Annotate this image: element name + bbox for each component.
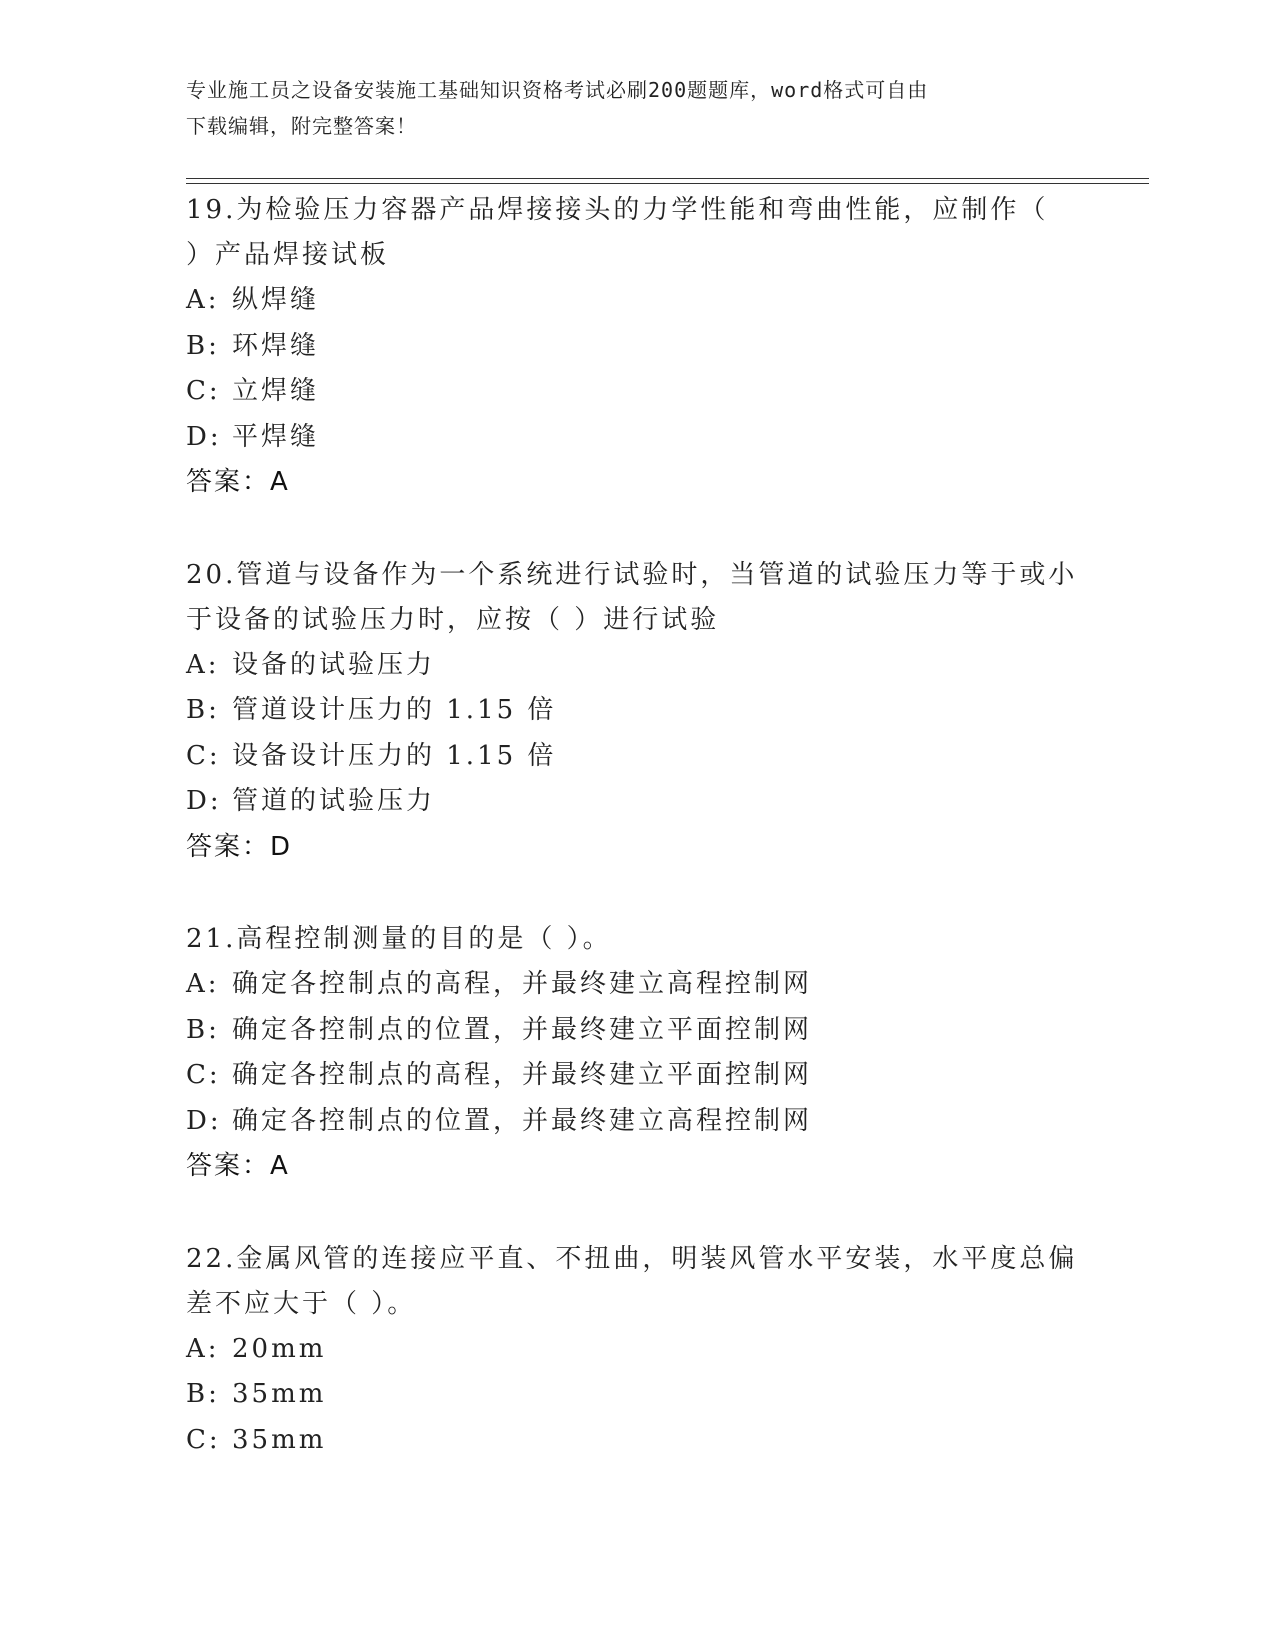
option-a [186, 643, 1086, 689]
question-20 [186, 553, 1086, 871]
option-c [186, 1418, 1086, 1464]
option-d [186, 1099, 1086, 1145]
option-a [186, 1327, 1086, 1373]
answer-line: 答案：D [186, 831, 293, 862]
option-c [186, 734, 1086, 780]
option-text: 确定各控制点的位置，并最终建立平面控制网 [232, 1014, 813, 1045]
option-c [186, 369, 1086, 415]
option-text: 设备设计压力的 1.15 倍 [232, 740, 557, 771]
option-text: 环焊缝 [232, 330, 320, 361]
option-key: A: [186, 649, 220, 680]
option-text: 35mm [232, 1424, 327, 1455]
option-key: C: [186, 740, 221, 771]
option-key: C: [186, 376, 221, 406]
question-spacer [186, 870, 1086, 917]
option-key: C: [186, 1424, 221, 1455]
option-a [186, 278, 1086, 324]
option-text: 平焊缝 [232, 421, 320, 452]
question-stem-line: 于设备的试验压力时，应按（ ）进行试验 [186, 604, 720, 635]
question-list [186, 188, 1086, 1463]
option-text: 管道的试验压力 [232, 786, 436, 816]
option-key: B: [186, 1379, 220, 1409]
option-key: B: [186, 695, 220, 725]
option-key: B: [186, 1014, 220, 1045]
question-stem-line: 20.管道与设备作为一个系统进行试验时，当管道的试验压力等于或小 [186, 559, 1078, 590]
header-line-2: 下载编辑，附完整答案！ [186, 114, 417, 138]
question-21 [186, 917, 1086, 1190]
option-text: 立焊缝 [232, 376, 320, 406]
answer-line: 答案：A [186, 1151, 290, 1181]
option-key: A: [186, 285, 220, 315]
option-key: C: [186, 1060, 221, 1090]
question-22 [186, 1237, 1086, 1464]
question-stem-line: 22.金属风管的连接应平直、不扭曲，明装风管水平安装，水平度总偏 [186, 1243, 1078, 1274]
option-key: A: [186, 969, 220, 999]
option-key: D: [186, 1105, 222, 1136]
answer-line: 答案：A [186, 467, 290, 497]
option-text: 确定各控制点的高程，并最终建立平面控制网 [232, 1060, 813, 1090]
option-d [186, 779, 1086, 825]
option-d [186, 415, 1086, 461]
option-text: 纵焊缝 [232, 285, 320, 315]
option-key: D: [186, 786, 222, 816]
option-key: A: [186, 1333, 220, 1364]
question-stem-line: ）产品焊接试板 [186, 240, 390, 270]
question-spacer [186, 1190, 1086, 1237]
option-c [186, 1053, 1086, 1099]
header-line-1: 专业施工员之设备安装施工基础知识资格考试必刷200题题库，word格式可自由 [186, 78, 929, 102]
header-divider-bottom [186, 183, 1149, 184]
option-text: 20mm [232, 1333, 327, 1364]
option-b [186, 324, 1086, 370]
option-key: B: [186, 330, 220, 361]
question-spacer [186, 506, 1086, 553]
option-text: 管道设计压力的 1.15 倍 [232, 695, 557, 725]
option-text: 设备的试验压力 [232, 649, 436, 680]
option-b [186, 1372, 1086, 1418]
question-stem-line: 差不应大于（ ）。 [186, 1288, 417, 1319]
option-text: 确定各控制点的位置，并最终建立高程控制网 [232, 1105, 813, 1136]
question-stem-line: 19.为检验压力容器产品焊接接头的力学性能和弯曲性能，应制作（ [186, 195, 1049, 225]
question-19 [186, 188, 1086, 506]
document-header [186, 72, 1066, 144]
option-a [186, 962, 1086, 1008]
option-text: 确定各控制点的高程，并最终建立高程控制网 [232, 969, 813, 999]
question-stem-line: 21.高程控制测量的目的是（ ）。 [186, 924, 612, 954]
option-text: 35mm [232, 1379, 327, 1409]
option-b [186, 1008, 1086, 1054]
header-divider-top [186, 178, 1149, 179]
option-key: D: [186, 421, 222, 452]
option-b [186, 688, 1086, 734]
